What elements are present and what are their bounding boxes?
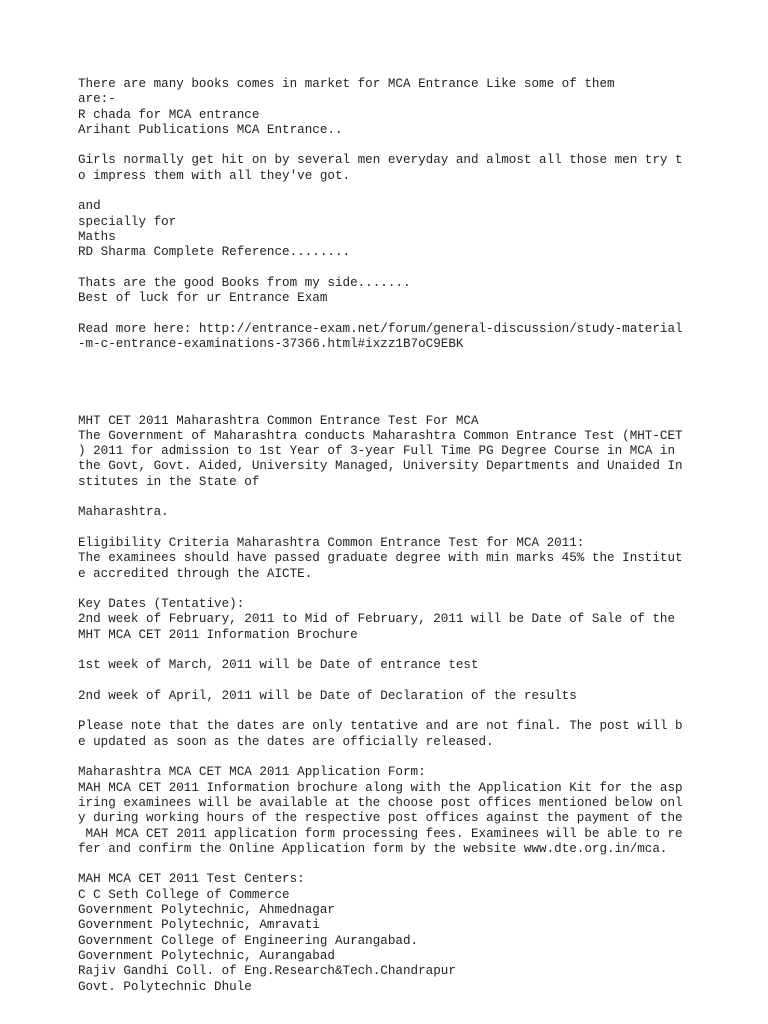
- text-line: fer and confirm the Online Application form by the website www.dte.org.in/mca.: [78, 841, 668, 856]
- text-line: Government College of Engineering Aurangabad.: [78, 933, 419, 948]
- text-line: y during working hours of the respective post offices against the payment of the: [78, 811, 683, 826]
- blank-line: [78, 138, 718, 153]
- text-line: The examinees should have passed graduate degree with min marks 45% the Institut: [78, 551, 683, 566]
- blank-line: [78, 352, 718, 367]
- blank-line: [78, 750, 718, 765]
- text-line: Rajiv Gandhi Coll. of Eng.Research&Tech.Chandrapur: [78, 964, 456, 979]
- blank-line: [78, 398, 718, 413]
- text-line: MAH MCA CET 2011 application form processing fees. Examinees will be able to re: [78, 826, 683, 841]
- text-line: There are many books comes in market for MCA Entrance Like some of them: [78, 77, 615, 91]
- text-line: Government Polytechnic, Amravati: [78, 918, 320, 933]
- text-line: MAH MCA CET 2011 Information brochure along with the Application Kit for the asp: [78, 780, 683, 795]
- text-line: R chada for MCA entrance: [78, 107, 260, 122]
- document-text-block: [78, 77, 718, 995]
- text-line: stitutes in the State of: [78, 474, 260, 489]
- text-line: C C Seth College of Commerce: [78, 887, 290, 902]
- blank-line: [78, 383, 718, 398]
- text-line: The Government of Maharashtra conducts Maharashtra Common Entrance Test (MHT-CET: [78, 428, 683, 443]
- blank-line: [78, 184, 718, 199]
- text-line: Govt. Polytechnic Dhule: [78, 979, 252, 994]
- text-line: Eligibility Criteria Maharashtra Common Entrance Test for MCA 2011:: [78, 535, 585, 550]
- blank-line: [78, 521, 718, 536]
- text-line: ) 2011 for admission to 1st Year of 3-year Full Time PG Degree Course in MCA in: [78, 444, 676, 459]
- blank-line: [78, 643, 718, 658]
- blank-line: [78, 582, 718, 597]
- text-line: Government Polytechnic, Aurangabad: [78, 948, 335, 963]
- text-line: and: [78, 199, 101, 214]
- text-line: Arihant Publications MCA Entrance..: [78, 122, 343, 137]
- text-line: RD Sharma Complete Reference........: [78, 245, 351, 260]
- text-line: MHT CET 2011 Maharashtra Common Entrance Test For MCA: [78, 413, 479, 428]
- text-line: e updated as soon as the dates are officially released.: [78, 734, 494, 749]
- text-line: Thats are the good Books from my side.......: [78, 275, 411, 290]
- text-line: Best of luck for ur Entrance Exam: [78, 291, 328, 306]
- text-line: Maharashtra.: [78, 505, 169, 520]
- text-line: 2nd week of April, 2011 will be Date of Declaration of the results: [78, 688, 577, 703]
- text-line: Read more here: http://entrance-exam.net/forum/general-discussion/study-material: [78, 321, 683, 336]
- text-line: 1st week of March, 2011 will be Date of entrance test: [78, 658, 479, 673]
- text-line: specially for: [78, 214, 177, 229]
- text-line: MHT MCA CET 2011 Information Brochure: [78, 627, 358, 642]
- blank-line: [78, 306, 718, 321]
- text-line: the Govt, Govt. Aided, University Managed, University Departments and Unaided In: [78, 459, 683, 474]
- blank-line: [78, 261, 718, 276]
- text-line: Key Dates (Tentative):: [78, 597, 245, 612]
- blank-line: [78, 368, 718, 383]
- text-line: -m-c-entrance-examinations-37366.html#ixzz1B7oC9EBK: [78, 337, 464, 352]
- blank-line: [78, 674, 718, 689]
- text-line: o impress them with all they've got.: [78, 168, 351, 183]
- text-line: 2nd week of February, 2011 to Mid of February, 2011 will be Date of Sale of the: [78, 612, 676, 627]
- text-line: Government Polytechnic, Ahmednagar: [78, 903, 335, 918]
- text-line: are:-: [78, 92, 116, 107]
- text-line: Girls normally get hit on by several men everyday and almost all those men try t: [78, 153, 683, 168]
- text-line: iring examinees will be available at the choose post offices mentioned below onl: [78, 795, 683, 810]
- text-line: Maharashtra MCA CET MCA 2011 Application Form:: [78, 765, 426, 780]
- text-line: e accredited through the AICTE.: [78, 566, 313, 581]
- text-line: Maths: [78, 229, 116, 244]
- text-line: Please note that the dates are only tentative and are not final. The post will b: [78, 719, 683, 734]
- blank-line: [78, 857, 718, 872]
- text-line: MAH MCA CET 2011 Test Centers:: [78, 872, 305, 887]
- blank-line: [78, 490, 718, 505]
- blank-line: [78, 704, 718, 719]
